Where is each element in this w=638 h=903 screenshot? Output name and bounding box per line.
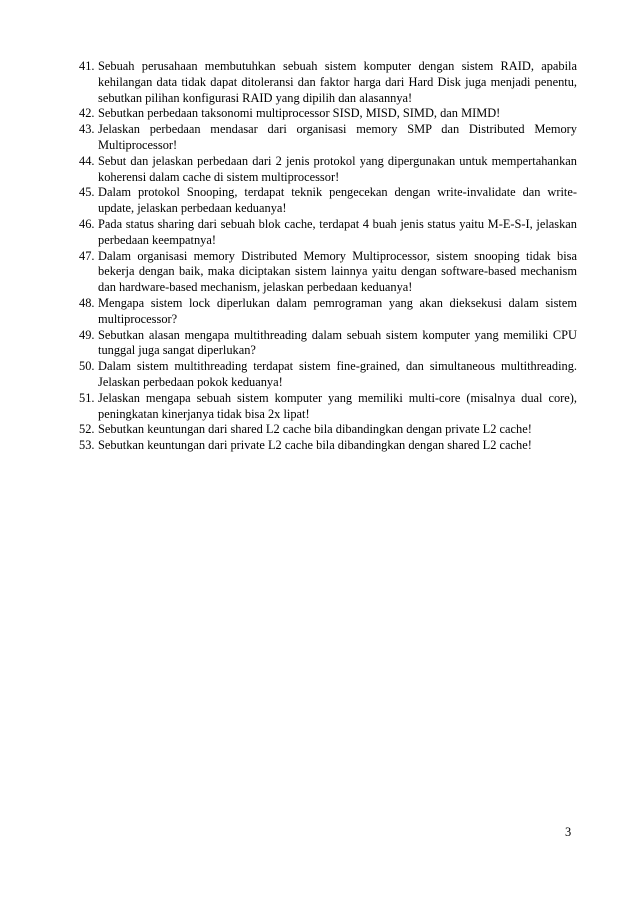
question-item: [79, 217, 577, 249]
page-number: 3: [565, 825, 572, 839]
question-text: Jelaskan perbedaan mendasar dari organisasi memory SMP dan Distributed Memory Multiprocessor!: [98, 122, 577, 152]
question-item: [79, 122, 577, 154]
question-number: 49.: [79, 327, 95, 342]
question-text: Pada status sharing dari sebuah blok cache, terdapat 4 buah jenis status yaitu M-E-S-I, jelaskan perbedaan keempatnya!: [98, 216, 577, 247]
question-text: Jelaskan mengapa sebuah sistem komputer yang memiliki multi-core (misalnya dual core), peningkatan kinerjanya tidak bisa 2x lipat!: [98, 390, 577, 421]
question-number: 45.: [79, 185, 95, 200]
question-text: Sebut dan jelaskan perbedaan dari 2 jenis protokol yang dipergunakan untuk mempertahankan koherensi dalam cache di sistem multiprocessor!: [98, 153, 577, 184]
question-text: Sebutkan keuntungan dari private L2 cache bila dibandingkan dengan shared L2 cache!: [98, 438, 532, 453]
question-item: [79, 359, 577, 391]
question-item: [79, 296, 577, 328]
question-text: Sebutkan alasan mengapa multithreading dalam sebuah sistem komputer yang memiliki CPU tunggal juga sangat diperlukan?: [98, 327, 577, 358]
question-text: Sebutkan perbedaan taksonomi multiprocessor SISD, MISD, SIMD, dan MIMD!: [98, 106, 501, 121]
question-number: 44.: [79, 153, 95, 168]
question-item: [79, 106, 577, 122]
question-number: 47.: [79, 248, 95, 263]
question-item: [79, 59, 577, 106]
question-text: Mengapa sistem lock diperlukan dalam pemrograman yang akan dieksekusi dalam sistem multiprocessor?: [98, 295, 577, 326]
question-item: [79, 185, 577, 217]
question-text: Sebutkan keuntungan dari shared L2 cache bila dibandingkan dengan private L2 cache!: [98, 422, 532, 437]
question-number: 53.: [79, 438, 95, 453]
question-number: 48.: [79, 295, 95, 310]
question-text: Dalam protokol Snooping, terdapat teknik pengecekan dengan write-invalidate dan write-update, jelaskan perbedaan keduanya!: [98, 185, 577, 216]
question-text: Sebuah perusahaan membutuhkan sebuah sistem komputer dengan sistem RAID, apabila kehilangan data tidak dapat ditoleransi dan faktor harga dari Hard Disk juga menjadi penentu, sebutkan pilihan konfigurasi RAID yang dipilih dan alasannya!: [98, 59, 577, 105]
question-number: 42.: [79, 106, 95, 121]
question-number: 52.: [79, 422, 95, 437]
question-item: [79, 249, 577, 296]
question-item: [79, 438, 577, 454]
question-text: Dalam sistem multithreading terdapat sistem fine-grained, dan simultaneous multithreading. Jelaskan perbedaan pokok keduanya!: [98, 359, 577, 389]
question-number: 50.: [79, 359, 95, 374]
question-text: Dalam organisasi memory Distributed Memory Multiprocessor, sistem snooping tidak bisa bekerja dengan baik, maka diciptakan sistem lainnya yaitu dengan software-based mechanism dan hardware-based mechanism, jelaskan perbedaan keduanya!: [98, 248, 577, 295]
question-item: [79, 391, 577, 423]
question-number: 43.: [79, 122, 95, 137]
question-item: [79, 422, 577, 438]
question-item: [79, 328, 577, 360]
question-item: [79, 154, 577, 186]
question-list: [79, 59, 577, 454]
question-number: 41.: [79, 59, 95, 73]
question-number: 46.: [79, 216, 95, 231]
question-number: 51.: [79, 390, 95, 405]
